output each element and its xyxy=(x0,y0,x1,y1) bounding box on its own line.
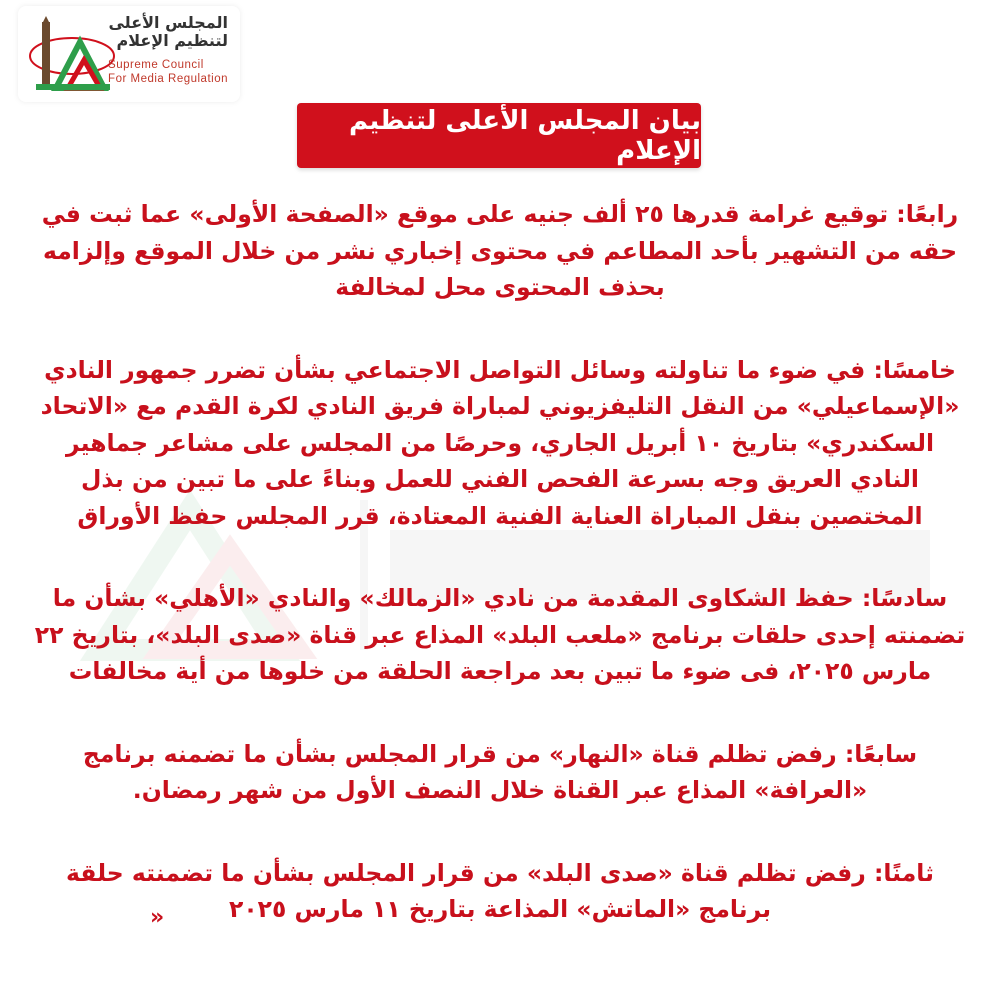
council-logo xyxy=(18,6,240,102)
paragraph-seventh: سابعًا: رفض تظلم قناة «النهار» من قرار المجلس بشأن ما تضمنه برنامج «العرافة» المذاع عبر القناة خلال النصف الأول من شهر رمضان. xyxy=(82,739,918,804)
title-banner xyxy=(297,103,701,168)
paragraph-fourth: رابعًا: توقيع غرامة قدرها ٢٥ ألف جنيه على موقع «الصفحة الأولى» عما ثبت في حقه من التشهير بأحد المطاعم في محتوى إخباري نشر من خلال الموقع وإلزامه بحذف المحتوى محل لمخالفة xyxy=(41,200,959,301)
logo-english-line2: For Media Regulation xyxy=(108,73,228,85)
logo-arabic-line2: لتنظيم الإعلام xyxy=(116,31,228,50)
paragraph-fifth: خامسًا: في ضوء ما تناولته وسائل التواصل الاجتماعي بشأن تضرر جمهور النادي «الإسماعيلي» من النقل التليفزيوني لمباراة فريق النادي لكرة القدم مع «الاتحاد السكندري» بتاريخ ١٠ أبريل الجاري، وحرصًا من المجلس على مشاعر جماهير النادي العريق وجه بسرعة الفحص الفني للعمل وبناءً على ما تبين من بذل المختصين بنقل المباراة العناية الفنية المعتادة، قرر المجلس حفظ الأوراق xyxy=(40,355,960,530)
trailing-quote-mark: » xyxy=(150,905,165,930)
paragraph-eighth: ثامنًا: رفض تظلم قناة «صدى البلد» من قرار المجلس بشأن ما تضمنته حلقة برنامج «الماتش» المذاعة بتاريخ ١١ مارس ٢٠٢٥ xyxy=(66,858,934,923)
logo-english-line1: Supreme Council xyxy=(108,59,204,71)
page-title: بيان المجلس الأعلى لتنظيم الإعلام xyxy=(349,105,701,166)
logo-arabic-name xyxy=(108,14,228,50)
logo-english-name xyxy=(108,58,228,86)
council-emblem-icon xyxy=(26,12,118,96)
paragraph-sixth: سادسًا: حفظ الشكاوى المقدمة من نادي «الزمالك» والنادي «الأهلي» بشأن ما تضمنته إحدى حلقات برنامج «ملعب البلد» المذاع عبر قناة «صدى البلد»، بتاريخ ٢٢ مارس ٢٠٢٥، فى ضوء ما تبين بعد مراجعة الحلقة من خلوها من أية مخالفات xyxy=(34,584,966,685)
logo-arabic-line1: المجلس الأعلى xyxy=(108,13,228,32)
statement-body xyxy=(30,196,970,928)
